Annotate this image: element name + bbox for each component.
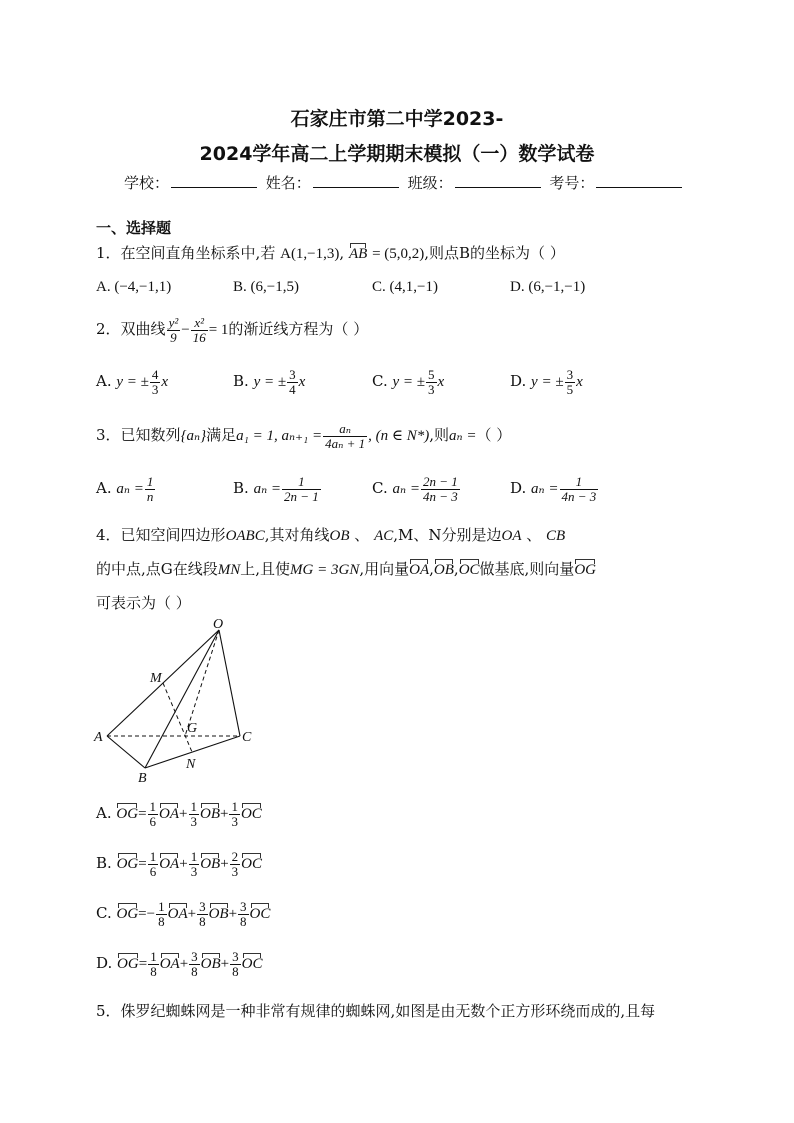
q1-option-d: D. (6,−1,−1): [510, 279, 586, 295]
q3-option-c: C. aₙ = $\frac{2n - 1}{4n - 3}$: [372, 474, 458, 504]
q3-option-b: B. aₙ = $\frac{1}{2n - 1}$: [233, 474, 319, 504]
field-examno-label: 考号：: [549, 174, 595, 192]
info-fields: [124, 172, 686, 193]
q2-option-b: B. y = ± $\frac{3}{4}$ x: [233, 367, 306, 397]
q2-option-c: C. y = ± $\frac{5}{3}$ x: [372, 367, 445, 397]
q4-option-d: D. OG= $\frac{1}{8}$ OA+ $\frac{3}{8}$ OB+ $\frac{3}{8}$ OC: [96, 949, 263, 979]
field-examno-blank[interactable]: [596, 173, 682, 188]
label-c: C: [242, 730, 252, 745]
section-heading: 一、选择题: [96, 219, 172, 237]
label-m: M: [150, 671, 162, 686]
q4-option-a: A. OG= $\frac{1}{6}$ OA+ $\frac{1}{3}$ OB+ $\frac{1}{3}$ OC: [96, 799, 262, 829]
q4-line-1: 4．已知空间四边形OABC,其对角线OB 、 AC,M、N分别是边OA 、 CB: [96, 526, 566, 544]
field-school-label: 学校：: [124, 174, 170, 192]
title-line-1: 石家庄市第二中学2023-: [290, 108, 504, 130]
field-name-blank[interactable]: [313, 173, 399, 188]
q3-option-d: D. aₙ = $\frac{1}{4n - 3}$: [510, 474, 597, 504]
q3-stem: 3．已知数列{aₙ}满足a₁ = 1, aₙ₊₁ = $\frac{\text{aₙ}}{\text{4aₙ + 1}}$ , (n ∈ N*),则aₙ =（ ）: [96, 421, 512, 451]
field-school-blank[interactable]: [171, 173, 257, 188]
q1-option-a: A. (−4,−1,1): [96, 279, 172, 295]
q4-line-2: 的中点,点G在线段MN上,且使MG = 3GN,用向量OA,OB,OC做基底,则向量OG: [96, 560, 596, 578]
field-class-label: 班级：: [407, 174, 453, 192]
field-name-label: 姓名：: [265, 174, 311, 192]
q2-stem: 2．双曲线 $\frac{\text{y²}}{9}$ − $\frac{\text{x²}}{16}$ = 1的渐近线方程为（ ）: [96, 315, 369, 345]
label-g: G: [187, 721, 198, 736]
title-line-2: 2024学年高二上学期期末模拟（一）数学试卷: [199, 143, 595, 165]
label-n: N: [186, 757, 196, 772]
q3-option-a: A. aₙ = $\frac{1}{n}$: [96, 474, 154, 504]
q2-option-d: D. y = ± $\frac{3}{5}$ x: [510, 367, 583, 397]
q5-stem: 5．侏罗纪蜘蛛网是一种非常有规律的蜘蛛网,如图是由无数个正方形环绕而成的,且每: [96, 1002, 656, 1020]
q1-vector-ab: AB: [348, 246, 368, 262]
q4-option-c: C. OG=− $\frac{1}{8}$ OA+ $\frac{3}{8}$ OB+ $\frac{3}{8}$ OC: [96, 899, 271, 929]
label-a: A: [94, 730, 103, 745]
label-o: O: [213, 618, 224, 632]
q4-tetrahedron-figure: [90, 618, 260, 786]
q2-option-a: A. y = ± $\frac{4}{3}$ x: [96, 367, 169, 397]
q1-option-c: C. (4,1,−1): [372, 279, 438, 295]
field-class-blank[interactable]: [455, 173, 541, 188]
label-b: B: [138, 771, 147, 786]
q1-option-b: B. (6,−1,5): [233, 279, 299, 295]
q4-line-3: 可表示为（ ）: [96, 594, 191, 612]
q4-option-b: B. OG= $\frac{1}{6}$ OA+ $\frac{1}{3}$ OB+ $\frac{2}{3}$ OC: [96, 849, 262, 879]
q1-stem: 1．在空间直角坐标系中,若 A(1,−1,3), AB = (5,0,2),则点B的坐标为（ ）: [96, 244, 565, 262]
q1-point-a: A(1,−1,3): [280, 246, 340, 262]
